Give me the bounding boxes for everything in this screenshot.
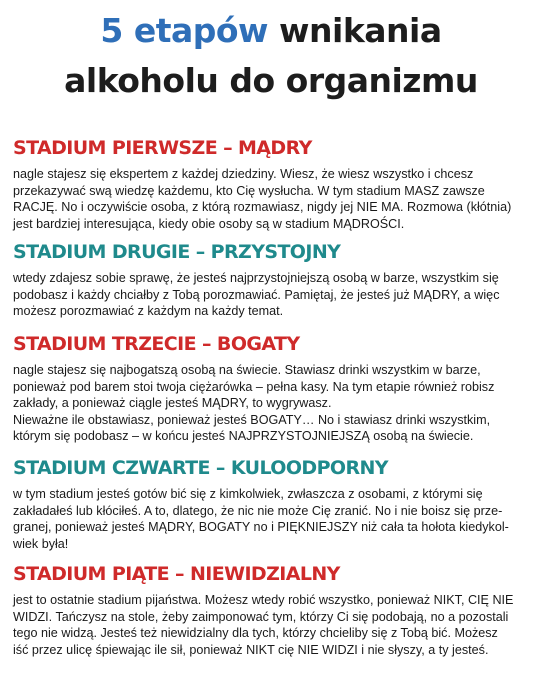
section-body [13,270,525,320]
body-line: w tym stadium jesteś gotów bić się z kimkolwiek, zwłaszcza z osobami, z którymi się [13,487,483,501]
body-line: tego nie widzą. Jesteś też niewidzialny dla tych, którzy chcieliby się z Tobą bić. Możesz [13,626,498,641]
body-line: jest bardziej interesująca, kiedy obie osoby są w stadium MĄDROŚCI. [13,216,405,231]
body-line: przekazywać swą wiedzę każdemu, kto Cię wysłucha. W tym stadium MASZ zawsze [13,183,485,198]
section-stadium-3 [13,332,525,445]
body-line: Nieważne ile obstawiasz, ponieważ jesteś BOGATY… No i stawiasz drinki wszystkim, [13,412,491,427]
body-line: ponieważ pod barem stoi twoja ciężarówka – pełna kasy. Na tym etapie również robisz [13,379,495,394]
section-heading: STADIUM TRZECIE – BOGATY [13,333,300,355]
section-stadium-2 [13,240,525,320]
body-line: granej, ponieważ jesteś MĄDRY, BOGATY no i PIĘKNIEJSZY niż cała ta hołota kiedykol- [13,520,509,535]
body-line: zakłady, a ponieważ ciągle jesteś MĄDRY, to wygrywasz. [13,396,332,411]
section-heading: STADIUM PIERWSZE – MĄDRY [13,137,312,159]
section-heading: STADIUM DRUGIE – PRZYSTOJNY [13,241,341,263]
section-body [13,592,525,658]
body-line: którym się podobasz – w końcu jesteś NAJPRZYSTOJNIEJSZĄ osobą na świecie. [13,429,474,444]
section-stadium-1 [13,136,525,232]
body-line: podobasz i każdy chciałby z Tobą porozmawiać. Pamiętaj, że jesteś już MĄDRY, a więc [13,287,500,302]
body-line: iść przez ulicę śpiewając ile sił, ponieważ NIKT cię NIE WIDZI i nie słyszy, a ty jesteś. [13,642,489,657]
section-body [13,362,525,445]
title-word-etapow: etapów [133,11,269,50]
section-body [13,166,525,232]
body-line: wtedy zdajesz sobie sprawę, że jesteś najprzystojniejszą osobą w barze, wszystkim się [13,271,499,285]
title-line-1 [0,12,542,50]
body-line: możesz porozmawiać z każdym na każdy temat. [13,304,284,319]
title-number: 5 [100,11,123,50]
body-line: wiek była! [13,536,69,551]
section-stadium-5 [13,562,525,658]
body-line: zakładałeś lub kłóciłeś. A to, dlatego, że nic nie może Cię zranić. No i nie boisz się prze- [13,503,503,518]
body-line: nagle stajesz się najbogatszą osobą na świecie. Stawiasz drinki wszystkim w barze, [13,363,481,377]
section-body [13,486,525,552]
section-heading: STADIUM CZWARTE – KULOODPORNY [13,457,388,479]
title-line-2: alkoholu do organizmu [64,61,478,100]
body-line: WIDZI. Tańczysz na stole, żeby zaimponować tym, którzy Ci się podobają, no a pozostali [13,609,509,624]
body-line: RACJĘ. No i oczywiście osoba, z którą rozmawiasz, nigdy jej NIE MA. Rozmowa (kłótnia) [13,200,512,215]
body-line: jest to ostatnie stadium pijaństwa. Możesz wtedy robić wszystko, ponieważ NIKT, CIĘ NIE [13,593,514,607]
body-line: nagle stajesz się ekspertem z każdej dziedziny. Wiesz, że wiesz wszystko i chcesz [13,167,474,181]
title-word-wnikania: wnikania [279,11,442,50]
section-stadium-4 [13,456,525,552]
section-heading: STADIUM PIĄTE – NIEWIDZIALNY [13,563,340,585]
